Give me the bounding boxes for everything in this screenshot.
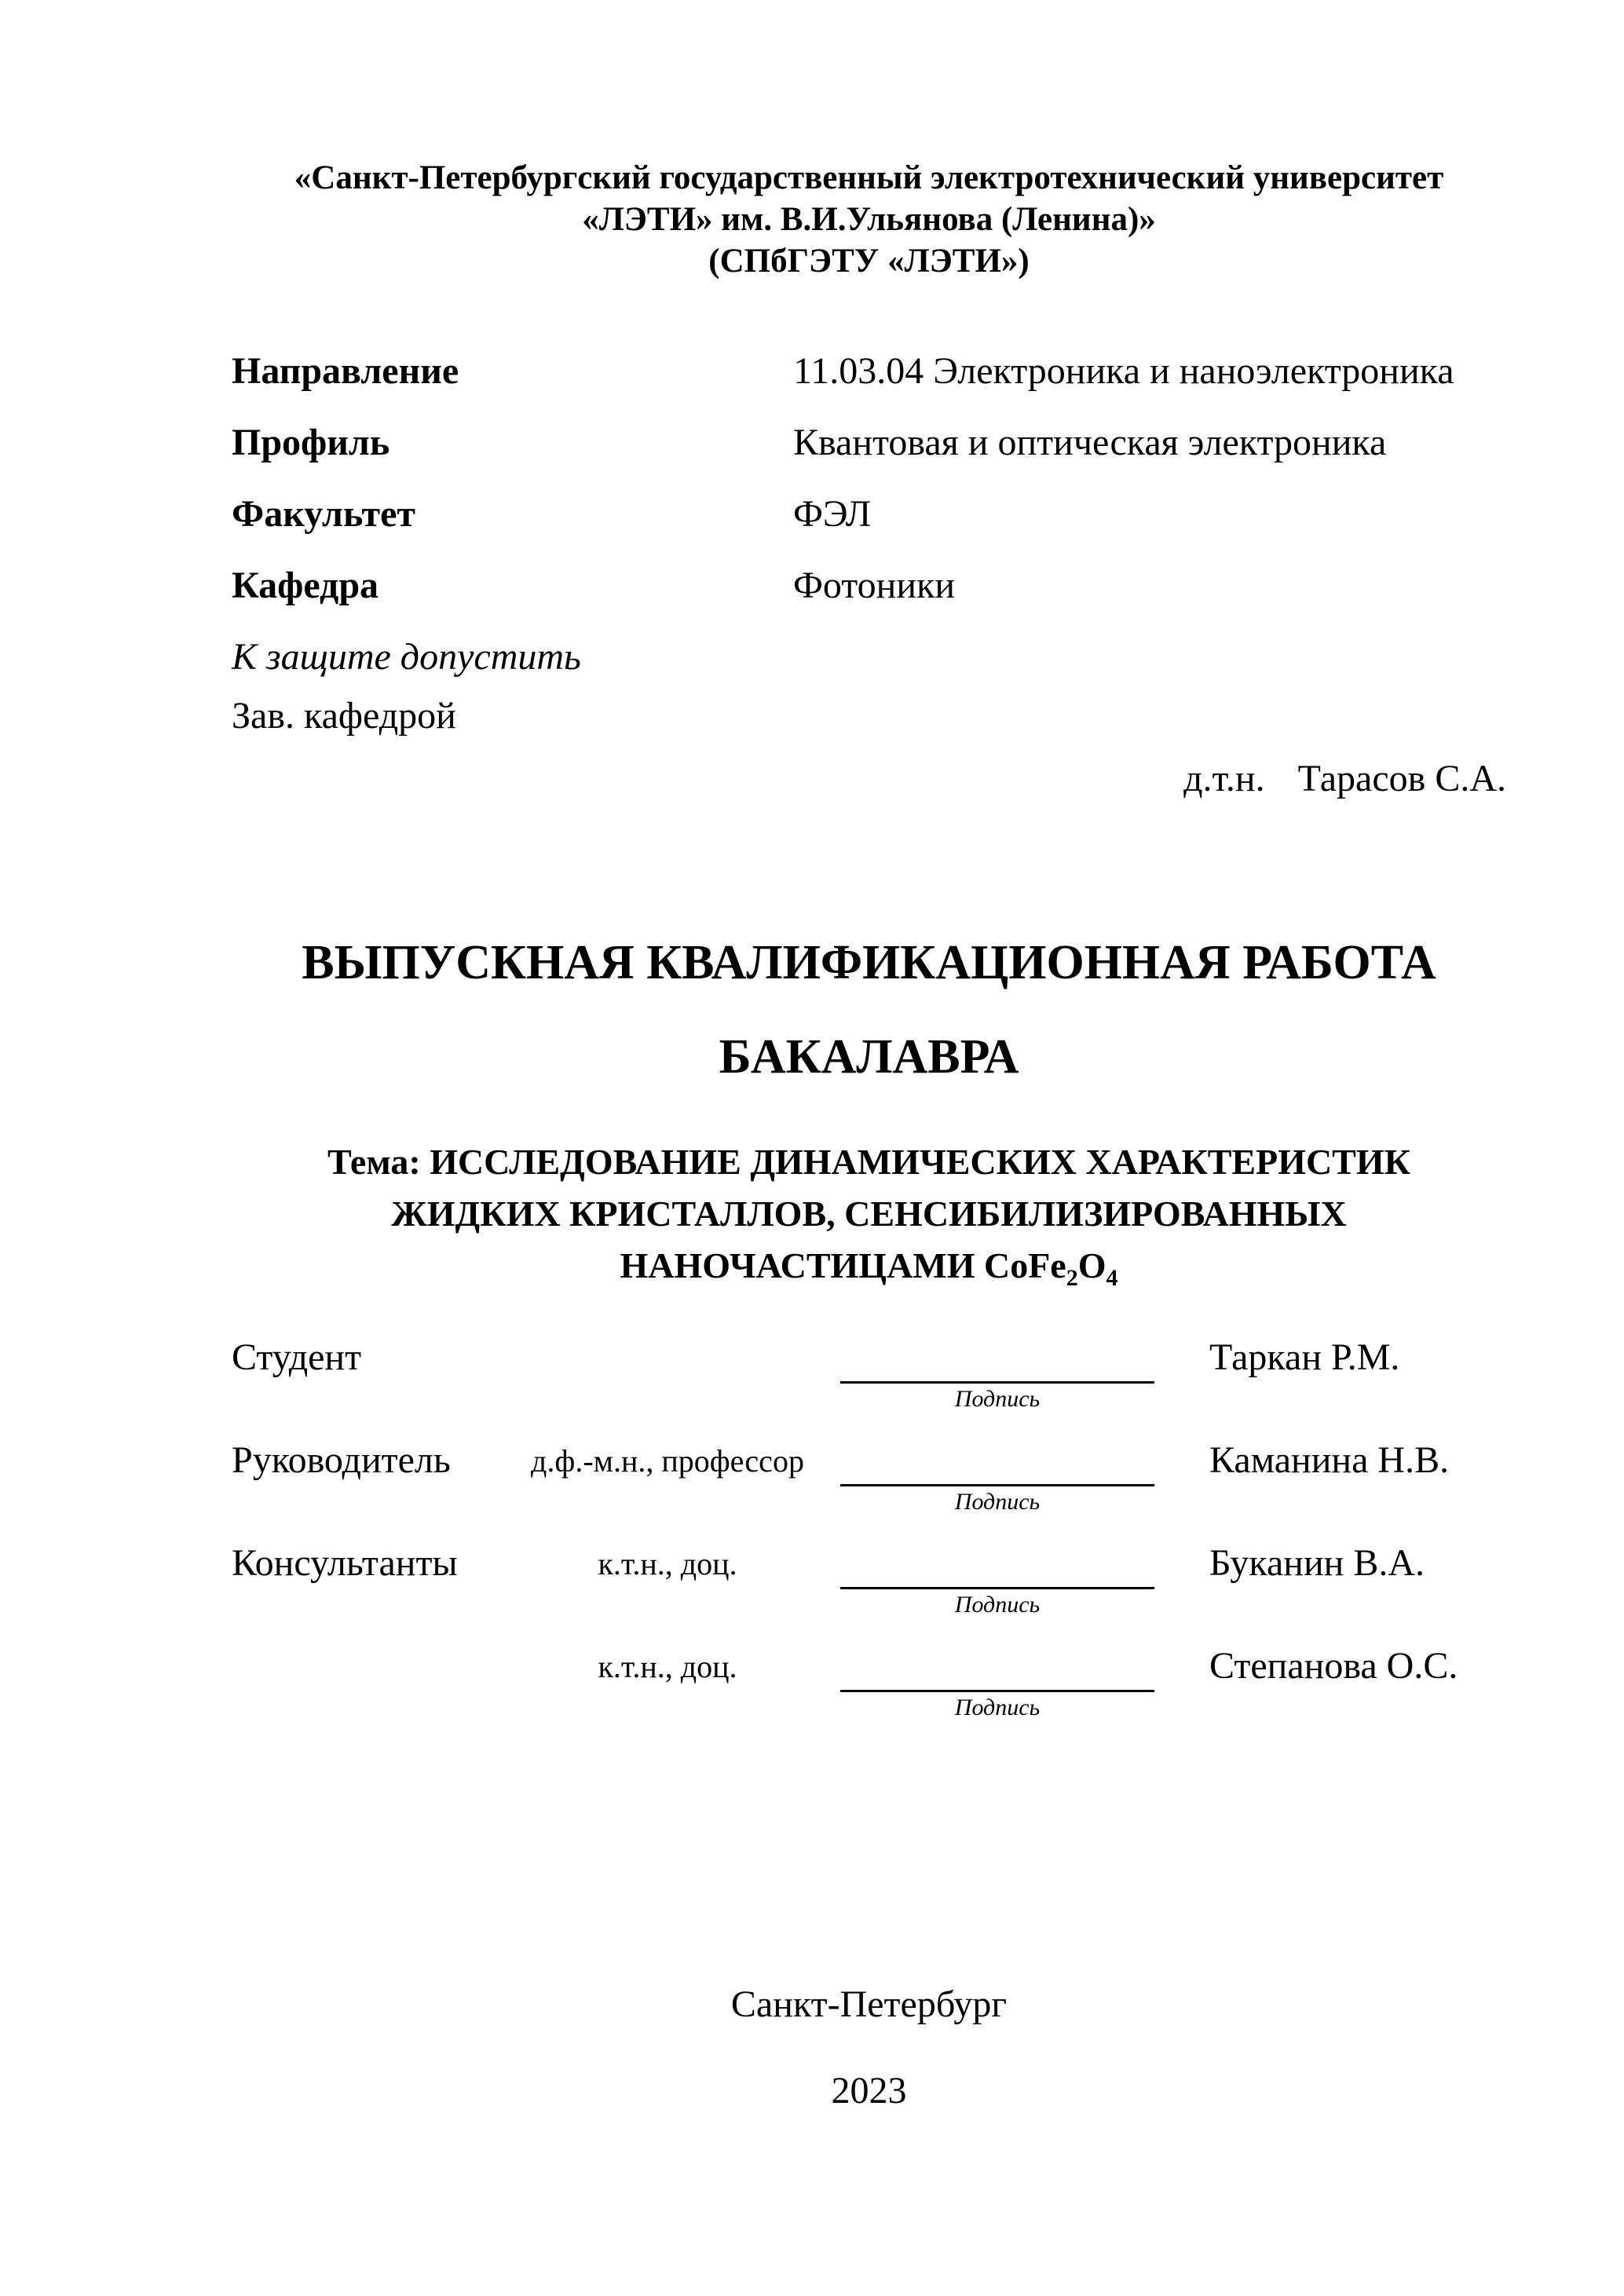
consultant-2-signature-field	[840, 1644, 1154, 1721]
theme-formula-text-2: O	[1077, 1245, 1106, 1285]
field-faculty	[232, 492, 1506, 536]
department-head-line: Зав. кафедрой	[232, 695, 456, 737]
field-department-label: Кафедра	[232, 565, 379, 606]
work-title-line-2: БАКАЛАВРА	[719, 1030, 1019, 1084]
university-abbreviation: (СПбГЭТУ «ЛЭТИ»)	[708, 243, 1030, 280]
student-signature-caption: Подпись	[954, 1386, 1041, 1412]
university-name-line-1: «Санкт-Петербургский государственный электротехнический университет	[294, 159, 1444, 196]
theme-formula-text-1: НАНОЧАСТИЦАМИ CoFe	[620, 1245, 1066, 1285]
student-signature-line	[840, 1336, 1154, 1384]
thesis-theme-line-1: Тема: ИССЛЕДОВАНИЕ ДИНАМИЧЕСКИХ ХАРАКТЕРИСТИК	[327, 1142, 1411, 1182]
supervisor-signature-line	[840, 1439, 1154, 1486]
consultant-2-degree: к.т.н., доц.	[598, 1649, 737, 1684]
theme-formula-subscript-1: 2	[1066, 1265, 1078, 1292]
department-head-name: Тарасов С.А.	[1297, 758, 1506, 799]
supervisor-degree: д.ф.-м.н., профессор	[531, 1443, 804, 1479]
student-signature-field	[840, 1336, 1154, 1413]
consultant-2-name: Степанова О.С.	[1209, 1645, 1458, 1687]
student-name: Таркан Р.М.	[1209, 1336, 1400, 1378]
field-department-value: Фотоники	[793, 565, 956, 606]
supervisor-role-label: Руководитель	[232, 1439, 451, 1481]
footer-city: Санкт-Петербург	[730, 1983, 1008, 2025]
work-title	[232, 935, 1506, 1084]
consultant-2-signature-line	[840, 1644, 1154, 1692]
field-faculty-label: Факультет	[232, 493, 415, 535]
department-head-degree: д.т.н.	[1183, 758, 1265, 799]
footer	[232, 1983, 1506, 2113]
field-profile-value: Квантовая и оптическая электроника	[793, 422, 1387, 463]
work-title-line-1: ВЫПУСКНАЯ КВАЛИФИКАЦИОННАЯ РАБОТА	[302, 936, 1436, 989]
supervisor-signature-field	[840, 1439, 1154, 1515]
field-profile-label: Профиль	[232, 422, 390, 463]
signature-section	[232, 1336, 1506, 1721]
student-role-label: Студент	[232, 1336, 362, 1378]
field-direction-value: 11.03.04 Электроника и наноэлектроника	[793, 350, 1454, 392]
field-profile	[232, 421, 1506, 465]
thesis-theme-line-3	[232, 1240, 1506, 1292]
field-direction-label: Направление	[232, 350, 459, 392]
admission-permit-line: К защите допустить	[232, 636, 581, 678]
thesis-theme-line-2: ЖИДКИХ КРИСТАЛЛОВ, СЕНСИБИЛИЗИРОВАННЫХ	[391, 1194, 1347, 1234]
field-direction	[232, 349, 1506, 393]
signature-row-consultant-2	[232, 1644, 1506, 1721]
university-name-line-2: «ЛЭТИ» им. В.И.Ульянова (Ленина)»	[582, 201, 1156, 238]
theme-formula-subscript-2: 4	[1106, 1265, 1118, 1292]
field-faculty-value: ФЭЛ	[793, 493, 872, 535]
signature-row-supervisor	[232, 1439, 1506, 1515]
consultant-1-signature-caption: Подпись	[954, 1592, 1041, 1618]
admission-block	[232, 635, 1506, 801]
consultants-role-label: Консультанты	[232, 1542, 458, 1584]
consultant-1-name: Буканин В.А.	[1209, 1542, 1425, 1584]
consultant-1-signature-field	[840, 1541, 1154, 1618]
consultant-1-degree: к.т.н., доц.	[598, 1546, 737, 1581]
footer-year: 2023	[831, 2070, 907, 2111]
department-head-signature	[232, 757, 1506, 801]
consultant-1-signature-line	[840, 1541, 1154, 1589]
signature-row-consultant-1	[232, 1541, 1506, 1618]
field-department	[232, 564, 1506, 608]
program-fields	[232, 349, 1506, 608]
consultant-2-signature-caption: Подпись	[954, 1695, 1041, 1720]
university-header	[232, 157, 1506, 282]
supervisor-name: Каманина Н.В.	[1209, 1439, 1450, 1481]
supervisor-signature-caption: Подпись	[954, 1489, 1041, 1515]
thesis-theme	[232, 1136, 1506, 1292]
signature-row-student	[232, 1336, 1506, 1413]
